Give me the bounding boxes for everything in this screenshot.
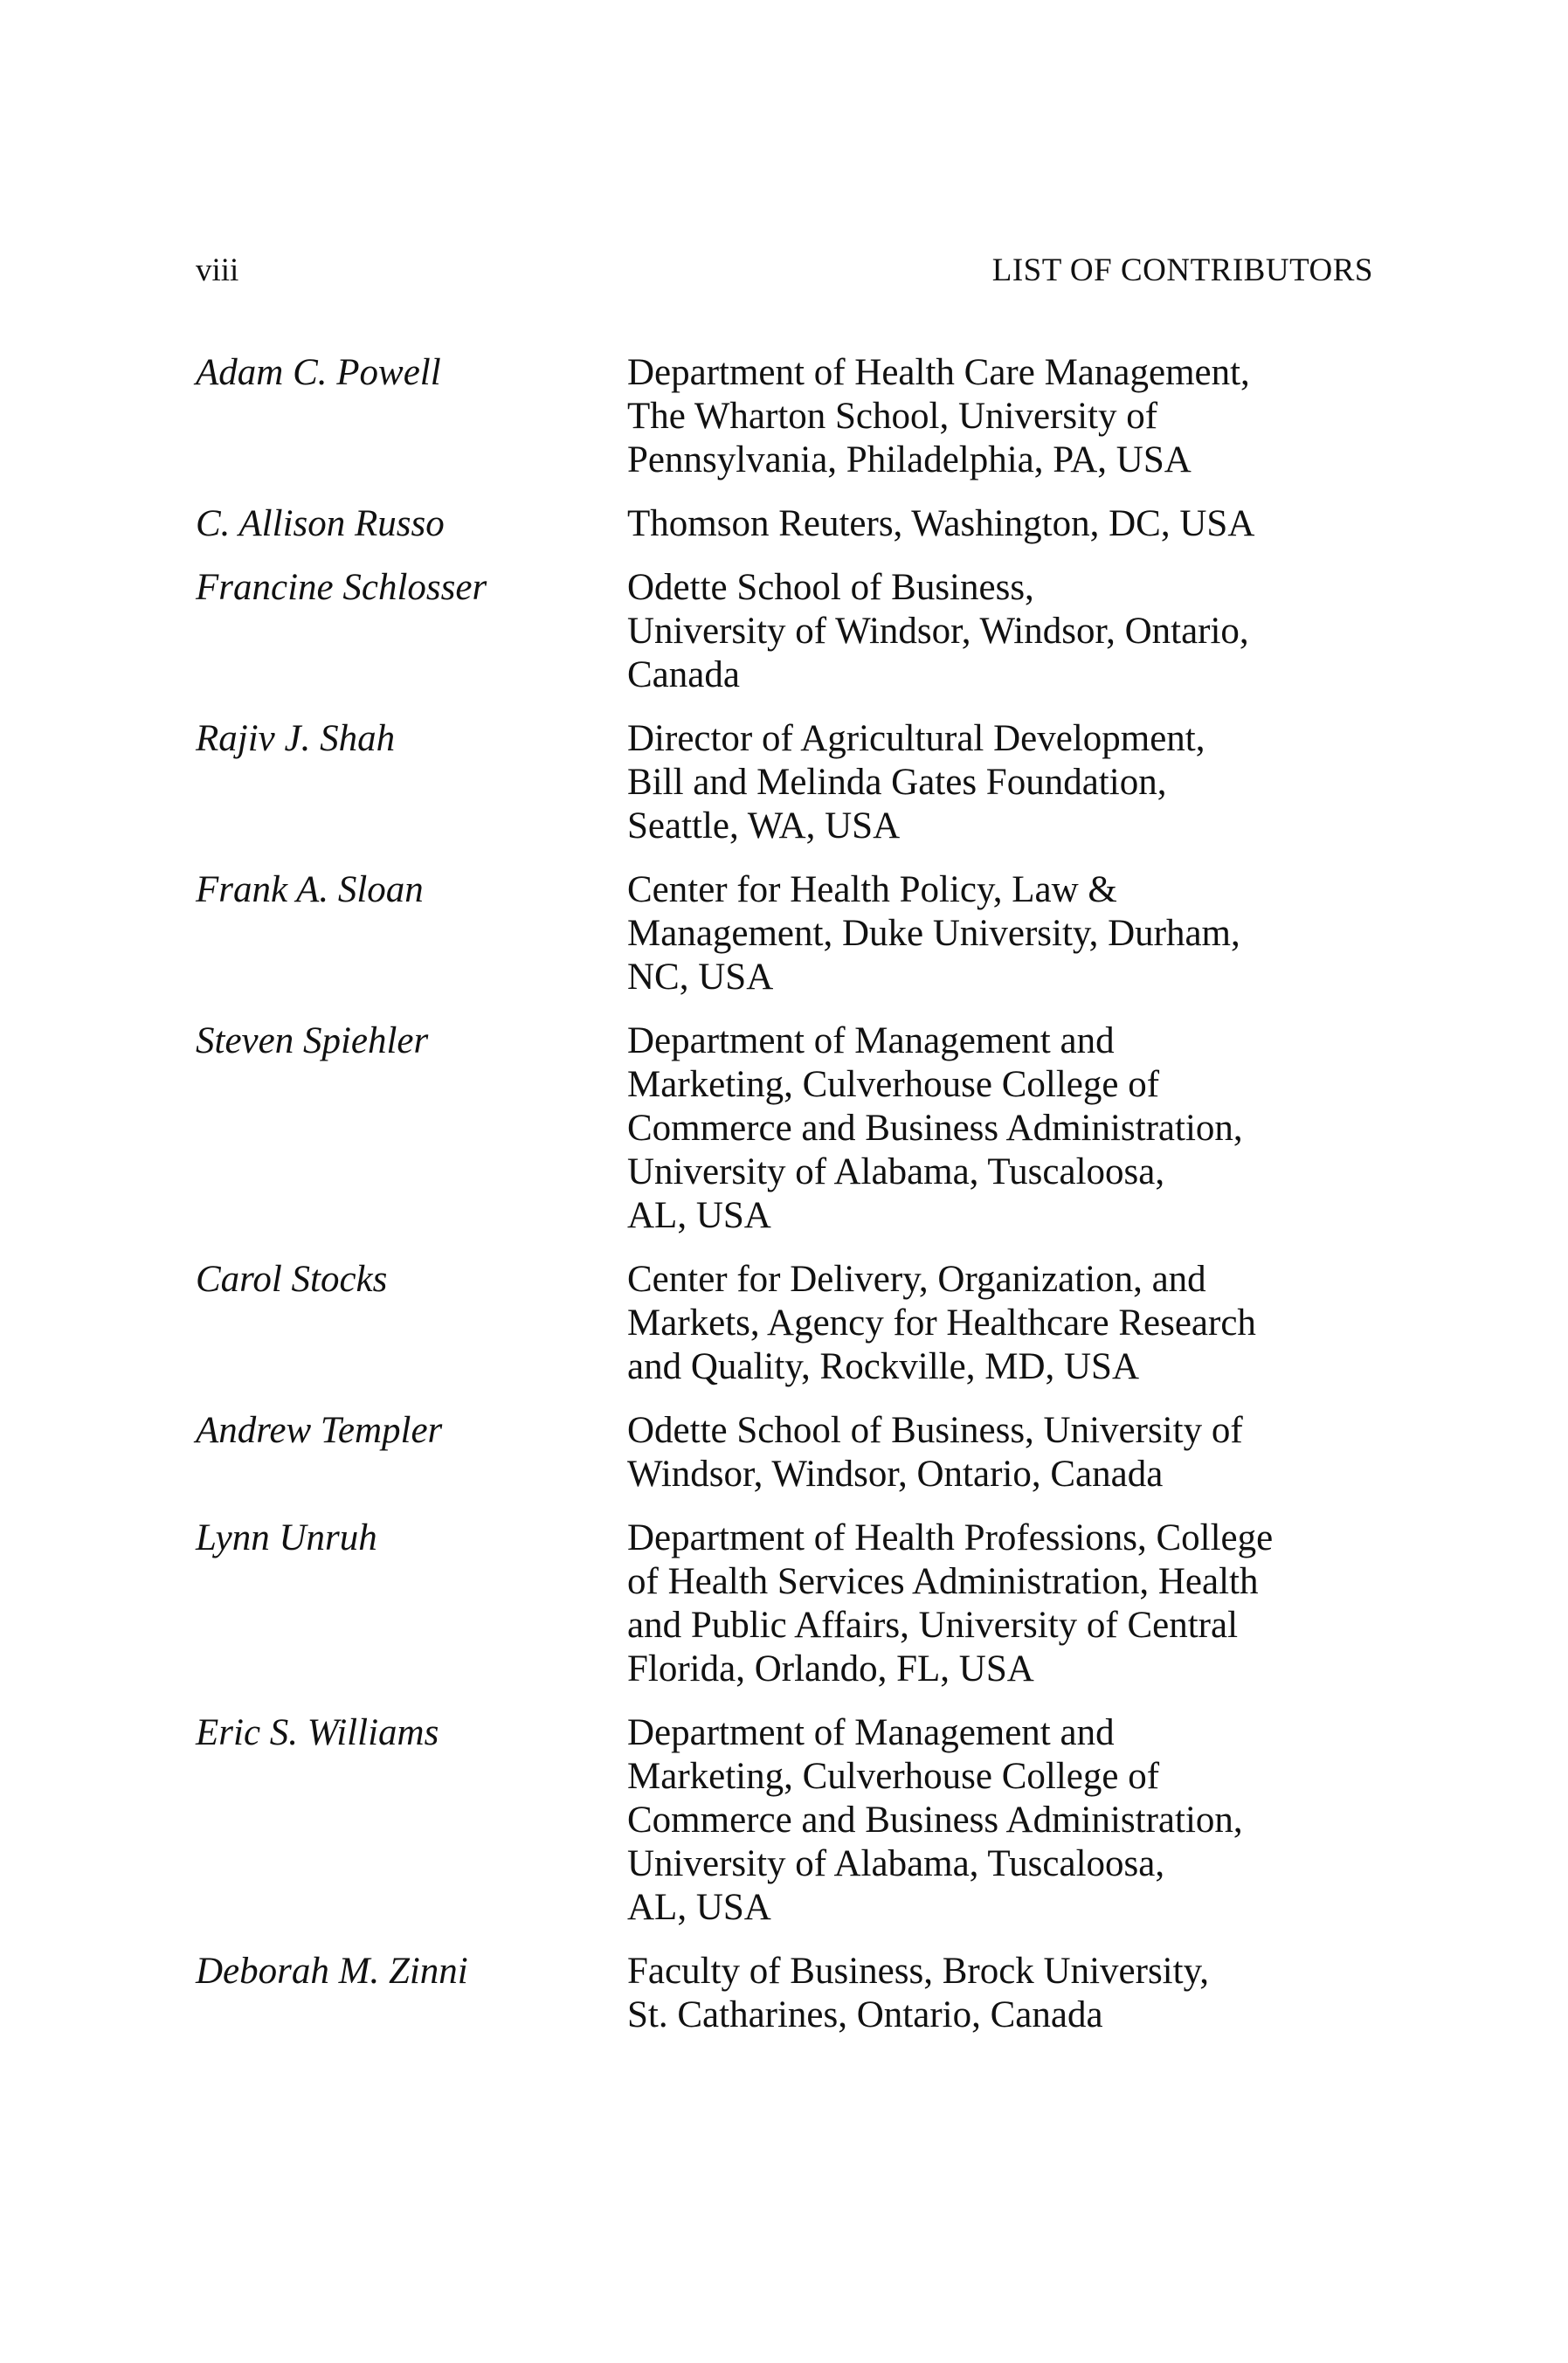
contributor-name: Frank A. Sloan bbox=[196, 869, 424, 910]
affiliation-line: Department of Management and bbox=[627, 1712, 1115, 1753]
affiliation-line: University of Alabama, Tuscaloosa, bbox=[627, 1843, 1165, 1884]
contributor-affiliation bbox=[627, 1517, 1373, 1691]
affiliation-line: AL, USA bbox=[627, 1887, 771, 1928]
affiliation-line: Florida, Orlando, FL, USA bbox=[627, 1648, 1034, 1689]
contributor-entry bbox=[196, 502, 1373, 546]
contributor-entry bbox=[196, 566, 1373, 697]
affiliation-line: Seattle, WA, USA bbox=[627, 805, 901, 846]
contributor-name: Andrew Templer bbox=[196, 1410, 443, 1451]
affiliation-line: Center for Delivery, Organization, and bbox=[627, 1259, 1206, 1300]
contributor-name: Deborah M. Zinni bbox=[196, 1951, 468, 1992]
affiliation-line: Canada bbox=[627, 654, 740, 695]
affiliation-line: Department of Management and bbox=[627, 1020, 1115, 1061]
contributor-affiliation bbox=[627, 1258, 1373, 1389]
affiliation-line: St. Catharines, Ontario, Canada bbox=[627, 1994, 1103, 2035]
affiliation-line: Faculty of Business, Brock University, bbox=[627, 1951, 1210, 1992]
contributor-affiliation bbox=[627, 717, 1373, 848]
affiliation-line: of Health Services Administration, Health bbox=[627, 1561, 1259, 1602]
contributor-entry bbox=[196, 1258, 1373, 1389]
contributor-affiliation bbox=[627, 351, 1373, 482]
affiliation-line: Department of Health Professions, College bbox=[627, 1517, 1274, 1558]
contributor-name: Francine Schlosser bbox=[196, 567, 487, 608]
affiliation-line: The Wharton School, University of bbox=[627, 396, 1158, 437]
affiliation-line: Windsor, Windsor, Ontario, Canada bbox=[627, 1454, 1164, 1495]
affiliation-line: Markets, Agency for Healthcare Research bbox=[627, 1302, 1256, 1344]
affiliation-line: Management, Duke University, Durham, bbox=[627, 913, 1240, 954]
affiliation-line: Center for Health Policy, Law & bbox=[627, 869, 1117, 910]
affiliation-line: Marketing, Culverhouse College of bbox=[627, 1756, 1160, 1797]
contributor-list bbox=[196, 351, 1373, 2057]
affiliation-line: Commerce and Business Administration, bbox=[627, 1108, 1243, 1149]
affiliation-line: Department of Health Care Management, bbox=[627, 352, 1250, 393]
contributor-affiliation bbox=[627, 1950, 1373, 2037]
affiliation-line: AL, USA bbox=[627, 1195, 771, 1236]
affiliation-line: Bill and Melinda Gates Foundation, bbox=[627, 762, 1167, 803]
contributor-name: Eric S. Williams bbox=[196, 1712, 439, 1753]
contributor-entry bbox=[196, 868, 1373, 999]
contributor-entry bbox=[196, 717, 1373, 848]
affiliation-line: Commerce and Business Administration, bbox=[627, 1800, 1243, 1841]
affiliation-line: Marketing, Culverhouse College of bbox=[627, 1064, 1160, 1105]
running-head: LIST OF CONTRIBUTORS bbox=[991, 252, 1373, 288]
contributor-name: Steven Spiehler bbox=[196, 1020, 429, 1061]
affiliation-line: Odette School of Business, University of bbox=[627, 1410, 1243, 1451]
contributor-affiliation bbox=[627, 1019, 1373, 1238]
affiliation-line: NC, USA bbox=[627, 957, 774, 998]
contributor-name: C. Allison Russo bbox=[196, 503, 445, 544]
contributor-entry bbox=[196, 1019, 1373, 1238]
contributor-entry bbox=[196, 1517, 1373, 1691]
contributor-affiliation bbox=[627, 566, 1373, 697]
contributor-affiliation bbox=[627, 1409, 1373, 1496]
contributor-name: Rajiv J. Shah bbox=[196, 718, 396, 759]
affiliation-line: Thomson Reuters, Washington, DC, USA bbox=[627, 503, 1255, 544]
affiliation-line: Pennsylvania, Philadelphia, PA, USA bbox=[627, 439, 1192, 480]
affiliation-line: and Quality, Rockville, MD, USA bbox=[627, 1346, 1140, 1387]
contributor-entry bbox=[196, 1950, 1373, 2037]
contributor-name: Adam C. Powell bbox=[196, 352, 441, 393]
contributor-entry bbox=[196, 1409, 1373, 1496]
affiliation-line: University of Alabama, Tuscaloosa, bbox=[627, 1151, 1165, 1192]
affiliation-line: University of Windsor, Windsor, Ontario, bbox=[627, 611, 1249, 652]
contributor-affiliation bbox=[627, 1711, 1373, 1930]
contributor-entry bbox=[196, 351, 1373, 482]
page-number: viii bbox=[196, 252, 239, 288]
contributor-name: Lynn Unruh bbox=[196, 1517, 377, 1558]
contributor-name: Carol Stocks bbox=[196, 1259, 388, 1300]
affiliation-line: and Public Affairs, University of Central bbox=[627, 1605, 1239, 1646]
page-header bbox=[196, 249, 1373, 293]
contributor-entry bbox=[196, 1711, 1373, 1930]
affiliation-line: Odette School of Business, bbox=[627, 567, 1034, 608]
contributor-affiliation bbox=[627, 502, 1373, 546]
contributor-affiliation bbox=[627, 868, 1373, 999]
affiliation-line: Director of Agricultural Development, bbox=[627, 718, 1205, 759]
